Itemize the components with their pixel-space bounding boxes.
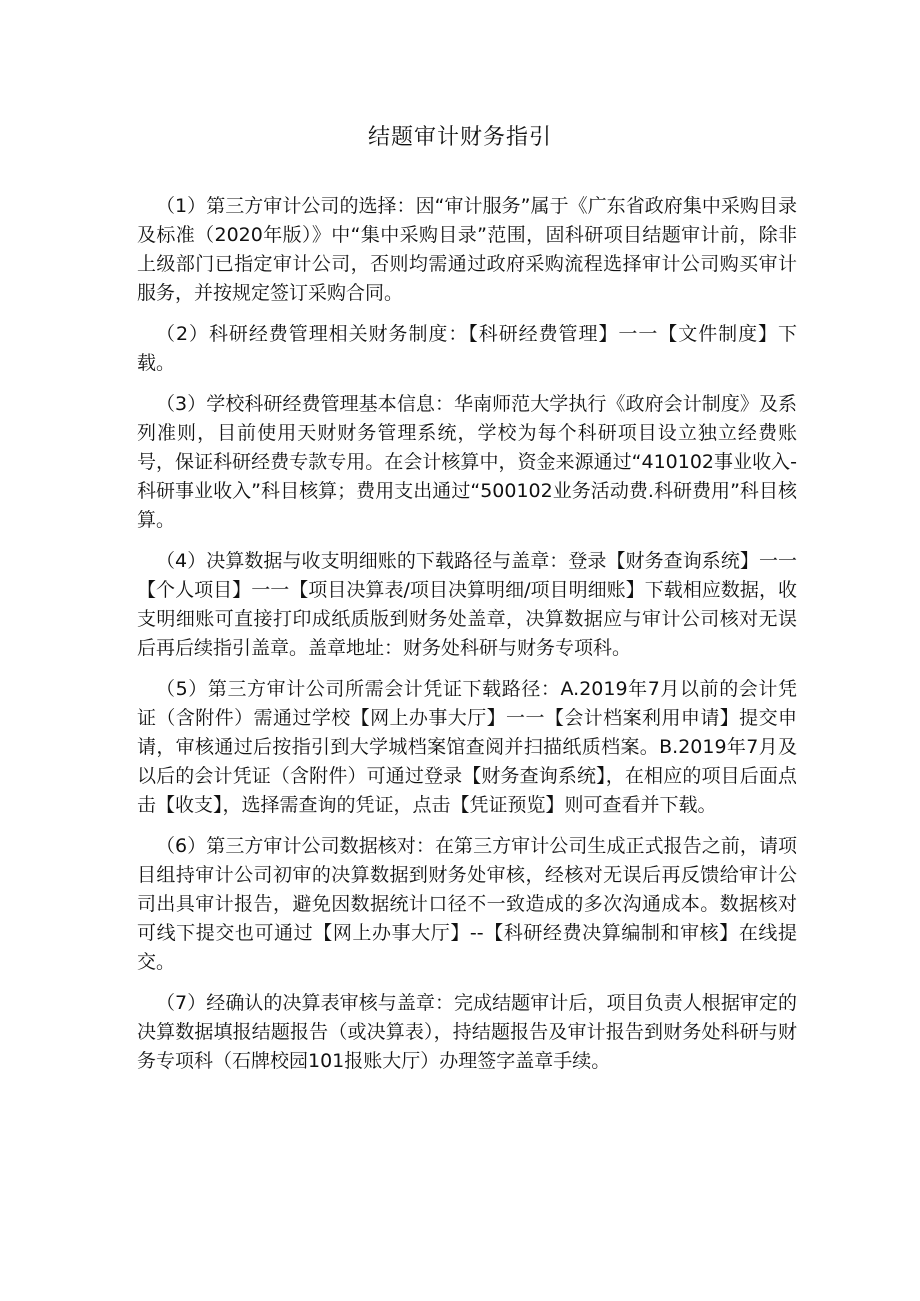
paragraph-2: （2）科研经费管理相关财务制度：【科研经费管理】一一【文件制度】下载。 [137,323,797,374]
paragraph-1: （1）第三方审计公司的选择：因“审计服务”属于《广东省政府集中采购目录及标准（2020年版）》中“集中采购目录”范围，固科研项目结题审计前，除非上级部门已指定审计公司，否则均需通过政府采购流程选择审计公司购买审计服务，并按规定签订采购合同。 [137,195,797,304]
paragraph-7: （7）经确认的决算表审核与盖章：完成结题审计后，项目负责人根据审定的决算数据填报结题报告（或决算表），持结题报告及审计报告到财务处科研与财务专项科（石牌校园101报账大厅）办理签字盖章手续。 [137,992,797,1072]
paragraph-3: （3）学校科研经费管理基本信息：华南师范大学执行《政府会计制度》及系列准则，目前使用天财财务管理系统，学校为每个科研项目设立独立经费账号，保证科研经费专款专用。在会计核算中，资金来源通过“410102事业收入-科研事业收入”科目核算；费用支出通过“500102业务活动费.科研费用”科目核算。 [137,393,797,531]
paragraph-4: （4）决算数据与收支明细账的下载路径与盖章：登录【财务查询系统】一一【个人项目】一一【项目决算表/项目决算明细/项目明细账】下载相应数据，收支明细账可直接打印成纸质版到财务处盖章，决算数据应与审计公司核对无误后再后续指引盖章。盖章地址：财务处科研与财务专项科。 [137,550,797,659]
paragraph-6: （6）第三方审计公司数据核对：在第三方审计公司生成正式报告之前，请项目组持审计公司初审的决算数据到财务处审核，经核对无误后再反馈给审计公司出具审计报告，避免因数据统计口径不一致造成的多次沟通成本。数据核对可线下提交也可通过【网上办事大厅】--【科研经费决算编制和审核】在线提交。 [137,835,797,973]
paragraph-5: （5）第三方审计公司所需会计凭证下载路径：A.2019年7月以前的会计凭证（含附件）需通过学校【网上办事大厅】一一【会计档案利用申请】提交申请，审核通过后按指引到大学城档案馆查阅并扫描纸质档案。B.2019年7月及以后的会计凭证（含附件）可通过登录【财务查询系统】，在相应的项目后面点击【收支】，选择需查询的凭证，点击【凭证预览】则可查看并下载。 [137,678,797,816]
document-body [137,192,797,1088]
document-title: 结题审计财务指引 [367,125,552,150]
